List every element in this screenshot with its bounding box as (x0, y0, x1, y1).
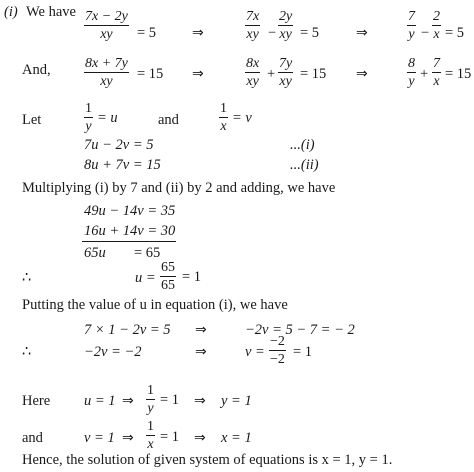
fraction-8x-7y-over-xy: $\frac{8x + 7y}{xy}$ (85, 56, 128, 89)
and-text: and (158, 112, 179, 128)
equals-1: = 1 (160, 392, 180, 408)
fraction-7y-over-xy: $\frac{7y}{xy}$ (279, 56, 293, 89)
and-text: and (22, 430, 43, 446)
conclusion-text: Hence, the solution of given system of equations is x = 1, y = 1. (22, 452, 393, 468)
implies-arrow-icon: ⇒ (195, 322, 207, 338)
substitution-eq: 7 × 1 − 2v = 5 (84, 322, 171, 338)
fraction-65-over-65: $\frac{65}{65}$ (161, 260, 175, 293)
equals-15: = 15 (300, 66, 327, 82)
sum-rule (82, 241, 176, 242)
equation-ii-tag: ...(ii) (290, 157, 319, 173)
equals-1: = 1 (160, 429, 180, 445)
minus-2v-eq: −2v = −2 (84, 344, 142, 360)
fraction-2-over-x: $\frac{2}{x}$ (433, 9, 440, 42)
therefore-symbol: ∴ (22, 344, 32, 360)
implies-arrow-icon: ⇒ (192, 25, 204, 41)
putting-text: Putting the value of u in equation (i), we have (22, 297, 288, 313)
equals-u: = u (97, 110, 118, 126)
v-equals-1: v = 1 (84, 430, 115, 446)
u-equals: u = (135, 270, 156, 286)
equals-v: = v (232, 110, 252, 126)
u-equals-1: u = 1 (84, 393, 116, 409)
we-have-text: We have (26, 4, 76, 20)
equals-5: = 5 (300, 25, 320, 41)
equals-15: = 15 (445, 66, 472, 82)
equation-i-tag: ...(i) (290, 137, 315, 153)
equation-i: 7u − 2v = 5 (84, 137, 154, 153)
equals-15: = 15 (137, 66, 164, 82)
simplified-eq: −2v = 5 − 7 = − 2 (245, 322, 355, 338)
equals-5: = 5 (137, 25, 157, 41)
therefore-symbol: ∴ (22, 270, 32, 286)
implies-arrow-icon: ⇒ (195, 344, 207, 360)
fraction-7x-over-xy: $\frac{7x}{xy}$ (246, 9, 260, 42)
equals-1: = 1 (182, 269, 202, 285)
implies-arrow-icon: ⇒ (122, 430, 134, 446)
plus-sign: + (420, 66, 429, 82)
y-equals-1: y = 1 (221, 393, 252, 409)
sum-rhs: = 65 (134, 245, 161, 261)
here-text: Here (22, 393, 51, 409)
implies-arrow-icon: ⇒ (194, 430, 206, 446)
implies-arrow-icon: ⇒ (356, 66, 368, 82)
fraction-1-over-x: $\frac{1}{x}$ (220, 101, 227, 134)
v-equals: v = (245, 344, 265, 360)
added-eq-2: 16u + 14v = 30 (84, 223, 176, 239)
minus-sign: − (421, 25, 430, 41)
and-text: And, (22, 62, 51, 78)
equation-ii: 8u + 7v = 15 (84, 157, 161, 173)
fraction-8-over-y: $\frac{8}{y}$ (408, 56, 415, 89)
minus-sign: − (268, 25, 277, 41)
x-equals-1: x = 1 (221, 430, 252, 446)
fraction-7x-2y-over-xy: $\frac{7x - 2y}{xy}$ (85, 9, 128, 42)
fraction-1-over-y: $\frac{1}{y}$ (147, 383, 154, 416)
multiplying-text: Multiplying (i) by 7 and (ii) by 2 and adding, we have (22, 180, 336, 196)
fraction-7-over-x: $\frac{7}{x}$ (433, 56, 440, 89)
implies-arrow-icon: ⇒ (192, 66, 204, 82)
fraction-neg2-over-neg2: $\frac{-2}{-2}$ (270, 334, 285, 367)
part-label: (i) (4, 4, 18, 20)
implies-arrow-icon: ⇒ (122, 393, 134, 409)
implies-arrow-icon: ⇒ (356, 25, 368, 41)
fraction-1-over-x: $\frac{1}{x}$ (147, 419, 154, 452)
equals-1: = 1 (293, 344, 313, 360)
added-eq-1: 49u − 14v = 35 (84, 203, 176, 219)
let-text: Let (22, 112, 42, 128)
implies-arrow-icon: ⇒ (194, 393, 206, 409)
fraction-1-over-y: $\frac{1}{y}$ (85, 101, 92, 134)
fraction-2y-over-xy: $\frac{2y}{xy}$ (279, 9, 293, 42)
equals-5: = 5 (445, 25, 465, 41)
sum-lhs: 65u (84, 245, 106, 261)
fraction-8x-over-xy: $\frac{8x}{xy}$ (246, 56, 260, 89)
plus-sign: + (267, 66, 276, 82)
fraction-7-over-y: $\frac{7}{y}$ (408, 9, 415, 42)
